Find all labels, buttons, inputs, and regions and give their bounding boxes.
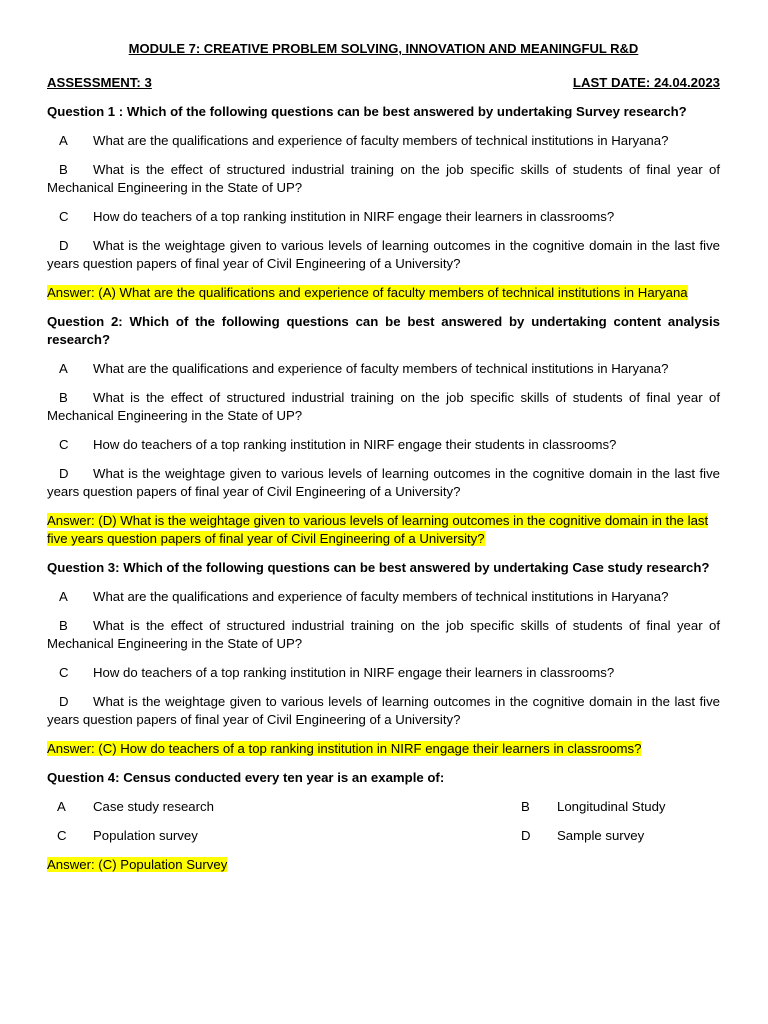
option-b <box>47 617 720 653</box>
answer <box>47 740 720 758</box>
option-letter: B <box>521 799 530 814</box>
option-b <box>511 798 720 816</box>
option-b <box>47 161 720 197</box>
option-c <box>47 827 511 845</box>
option-text: Population survey <box>93 828 198 843</box>
question-block-1 <box>47 103 720 302</box>
option-letter: D <box>59 238 69 253</box>
question-text: Question 2: Which of the following questions can be best answered by undertaking content analysis research? <box>47 314 720 347</box>
option-text: What is the effect of structured industrial training on the job specific skills of students of final year of Mechanical Engineering in the State of UP? <box>47 162 720 195</box>
option-letter: D <box>59 466 69 481</box>
answer-highlight: Answer: (D) What is the weightage given to various levels of learning outcomes in the cognitive domain in the last five years question papers of final year of Civil Engineering of a University? <box>47 513 709 546</box>
question-block-3 <box>47 559 720 758</box>
question-text: Question 3: Which of the following questions can be best answered by undertaking Case study research? <box>47 560 710 575</box>
option-text: Sample survey <box>557 828 645 843</box>
option-text: What are the qualifications and experience of faculty members of technical institutions in Haryana? <box>93 133 669 148</box>
option-a <box>47 132 720 150</box>
option-d <box>47 237 720 273</box>
assessment-number: ASSESSMENT: 3 <box>47 75 152 90</box>
option-text: What is the effect of structured industrial training on the job specific skills of students of final year of Mechanical Engineering in the State of UP? <box>47 618 720 651</box>
option-text: What is the weightage given to various levels of learning outcomes in the cognitive domain in the last five years question papers of final year of Civil Engineering of a University? <box>47 694 720 727</box>
question-text: Question 4: Census conducted every ten year is an example of: <box>47 770 445 785</box>
option-d <box>47 465 720 501</box>
option-letter: D <box>59 694 69 709</box>
page-title: MODULE 7: CREATIVE PROBLEM SOLVING, INNOVATION AND MEANINGFUL R&D <box>128 41 639 56</box>
option-text: Case study research <box>93 799 214 814</box>
option-letter: C <box>57 828 67 843</box>
option-a <box>47 360 720 378</box>
question-block-4 <box>47 769 720 874</box>
option-text: How do teachers of a top ranking institution in NIRF engage their students in classrooms? <box>93 437 617 452</box>
option-b <box>47 389 720 425</box>
option-letter: B <box>59 390 68 405</box>
option-letter: D <box>521 828 531 843</box>
option-text: Longitudinal Study <box>557 799 666 814</box>
answer <box>47 856 720 874</box>
answer-highlight: Answer: (C) How do teachers of a top ranking institution in NIRF engage their learners in classrooms? <box>47 741 642 756</box>
option-c <box>47 664 720 682</box>
answer <box>47 284 720 302</box>
option-a <box>47 588 720 606</box>
option-c <box>47 436 720 454</box>
answer-highlight: Answer: (C) Population Survey <box>47 857 228 872</box>
option-letter: C <box>59 665 69 680</box>
option-d <box>47 693 720 729</box>
option-d <box>511 827 720 845</box>
option-letter: B <box>59 618 68 633</box>
option-letter: A <box>59 361 68 376</box>
option-letter: C <box>59 437 69 452</box>
option-letter: A <box>59 133 68 148</box>
answer-highlight: Answer: (A) What are the qualifications and experience of faculty members of technical institutions in Haryana <box>47 285 688 300</box>
question-block-2 <box>47 313 720 548</box>
option-letter: A <box>57 799 66 814</box>
assessment-meta <box>47 74 720 92</box>
option-text: What is the weightage given to various levels of learning outcomes in the cognitive domain in the last five years question papers of final year of Civil Engineering of a University? <box>47 466 720 499</box>
question-text: Question 1 : Which of the following questions can be best answered by undertaking Survey research? <box>47 104 687 119</box>
option-c <box>47 208 720 226</box>
option-text: What is the weightage given to various levels of learning outcomes in the cognitive domain in the last five years question papers of final year of Civil Engineering of a University? <box>47 238 720 271</box>
option-text: What are the qualifications and experience of faculty members of technical institutions in Haryana? <box>93 361 669 376</box>
option-grid <box>47 798 720 845</box>
answer <box>47 512 720 548</box>
option-text: How do teachers of a top ranking institution in NIRF engage their learners in classrooms? <box>93 209 615 224</box>
option-text: What is the effect of structured industrial training on the job specific skills of students of final year of Mechanical Engineering in the State of UP? <box>47 390 720 423</box>
option-text: What are the qualifications and experience of faculty members of technical institutions in Haryana? <box>93 589 669 604</box>
document-page <box>47 40 720 885</box>
last-date: LAST DATE: 24.04.2023 <box>572 75 720 90</box>
option-letter: B <box>59 162 68 177</box>
option-letter: C <box>59 209 69 224</box>
option-a <box>47 798 511 816</box>
option-letter: A <box>59 589 68 604</box>
option-text: How do teachers of a top ranking institution in NIRF engage their learners in classrooms? <box>93 665 615 680</box>
